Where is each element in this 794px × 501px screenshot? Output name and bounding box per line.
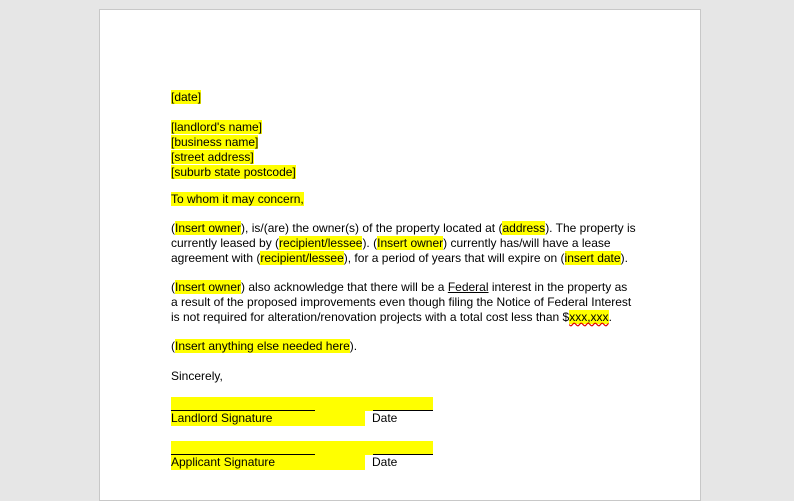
recipient-field: recipient/lessee	[260, 251, 344, 265]
insert-anything-field: Insert anything else needed here	[175, 339, 350, 353]
amount-field: xxx,xxx	[569, 310, 609, 324]
paragraph-other: (Insert anything else needed here).	[171, 339, 358, 353]
insert-owner-field: Insert owner	[175, 280, 242, 294]
address-field: address	[502, 221, 546, 235]
federal-word: Federal	[447, 280, 489, 294]
signature-line[interactable]	[171, 441, 433, 455]
date-label: Date	[372, 411, 398, 425]
recipient-field: recipient/lessee	[279, 236, 363, 250]
insert-owner-field: Insert owner	[377, 236, 444, 250]
paragraph-federal-interest: (Insert owner) also acknowledge that there will be a Federal interest in the property as a result of the proposed improvements even though filing the Notice of Federal Interest is not required for alteration/renovation projects with a total cost less than $xxx,xxx.	[171, 280, 632, 324]
recipient-address-block	[171, 120, 296, 180]
business-name-placeholder: [business name]	[171, 135, 259, 149]
applicant-signature-label: Applicant Signature	[171, 455, 276, 469]
salutation: To whom it may concern,	[171, 192, 304, 206]
applicant-signature-block	[171, 441, 471, 470]
insert-date-field: insert date	[564, 251, 621, 265]
closing: Sincerely,	[171, 369, 223, 383]
insert-owner-field: Insert owner	[175, 221, 242, 235]
paragraph-ownership: (Insert owner), is/(are) the owner(s) of the property located at (address). The property is currently leased by (recipient/lessee). (Insert owner) currently has/will have a lease agreement with (recipient/lessee), for a period of years that will expire on (insert date).	[171, 221, 636, 265]
landlord-name-placeholder: [landlord's name]	[171, 120, 263, 134]
document-page	[100, 10, 700, 500]
suburb-placeholder: [suburb state postcode]	[171, 165, 296, 179]
street-address-placeholder: [street address]	[171, 150, 254, 164]
date-label: Date	[372, 455, 398, 469]
landlord-signature-label: Landlord Signature	[171, 411, 273, 425]
signature-line[interactable]	[171, 397, 433, 411]
date-placeholder: [date]	[171, 90, 202, 104]
landlord-signature-block	[171, 397, 471, 426]
